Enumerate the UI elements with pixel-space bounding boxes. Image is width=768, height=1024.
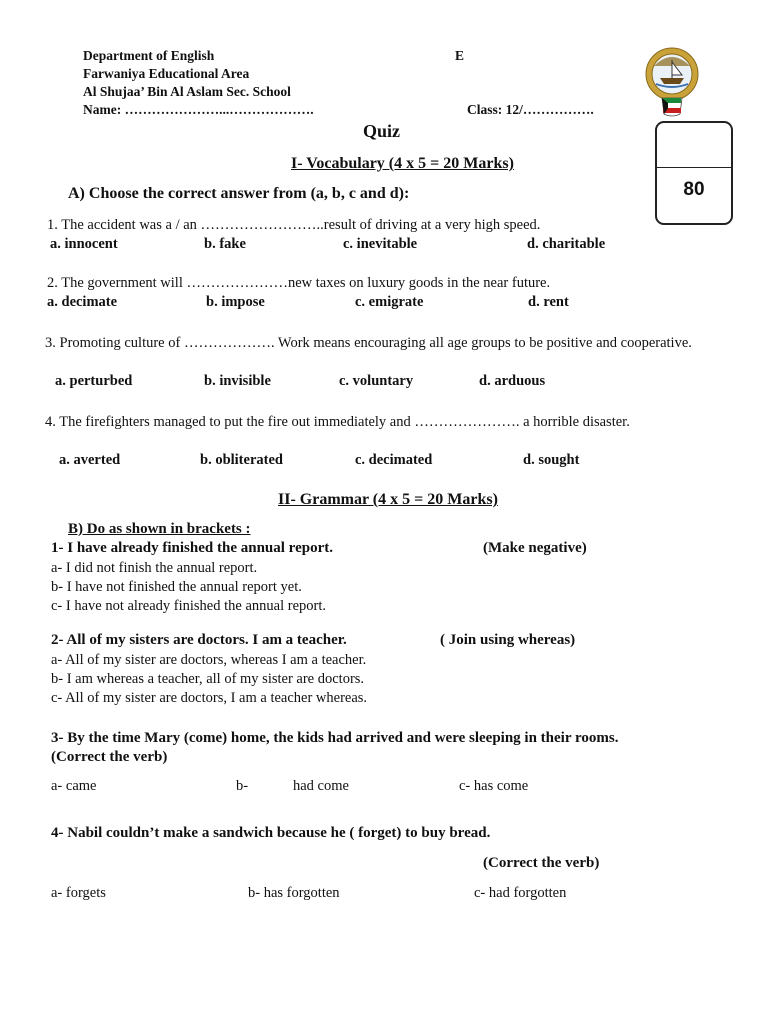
vocab-q3-option-d[interactable]: d. arduous (479, 373, 546, 389)
vocab-q4-option-b[interactable]: b. obliterated (200, 452, 283, 468)
grammar-q1-option-a[interactable]: a- I did not finish the annual report. (51, 560, 258, 576)
vocab-q2-option-c[interactable]: c. emigrate (355, 294, 424, 310)
grammar-q2-option-b[interactable]: b- I am whereas a teacher, all of my sister are doctors. (51, 671, 365, 687)
vocab-q4-option-a[interactable]: a. averted (59, 452, 121, 468)
grammar-question-4: 4- Nabil couldn’t make a sandwich because he ( forget) to buy bread. (51, 825, 491, 841)
department-name: Department of English (83, 48, 215, 63)
grammar-question-3: 3- By the time Mary (come) home, the kids had arrived and were sleeping in their rooms. (51, 730, 619, 746)
vocab-question-4: 4. The firefighters managed to put the fire out immediately and …………………. a horrible disaster. (45, 414, 630, 430)
grammar-q1-option-b[interactable]: b- I have not finished the annual report yet. (51, 579, 302, 595)
grammar-question-2: 2- All of my sisters are doctors. I am a teacher. (51, 632, 347, 648)
vocab-q3-option-b[interactable]: b. invisible (204, 373, 271, 389)
grammar-q2-option-a[interactable]: a- All of my sister are doctors, whereas I am a teacher. (51, 652, 367, 668)
section-vocabulary-heading: I- Vocabulary (4 x 5 = 20 Marks) (291, 155, 514, 172)
grammar-q3-option-c[interactable]: c- has come (459, 778, 529, 794)
grammar-q3-option-b[interactable]: had come (293, 778, 349, 794)
vocabulary-instruction: A) Choose the correct answer from (a, b, c and d): (68, 185, 410, 202)
vocab-q2-option-a[interactable]: a. decimate (47, 294, 118, 310)
student-name-field: Name: …………………...………………. (83, 102, 314, 117)
grammar-q3-option-a[interactable]: a- came (51, 778, 97, 794)
vocab-q1-option-d[interactable]: d. charitable (527, 236, 606, 252)
kuwait-emblem-icon (632, 42, 712, 118)
vocab-q3-option-a[interactable]: a. perturbed (55, 373, 133, 389)
vocab-q1-option-a[interactable]: a. innocent (50, 236, 118, 252)
grammar-q2-hint: ( Join using whereas) (440, 632, 576, 648)
vocab-q1-option-b[interactable]: b. fake (204, 236, 246, 252)
vocab-q4-option-c[interactable]: c. decimated (355, 452, 433, 468)
vocab-question-1: 1. The accident was a / an ……………………..result of driving at a very high speed. (47, 217, 541, 233)
grammar-q4-option-a[interactable]: a- forgets (51, 885, 106, 901)
vocab-question-3: 3. Promoting culture of ………………. Work means encouraging all age groups to be positive and cooperative. (45, 335, 692, 351)
school-name: Al Shujaa’ Bin Al Aslam Sec. School (83, 84, 291, 99)
grammar-q4-option-c[interactable]: c- had forgotten (474, 885, 567, 901)
grammar-q3-option-b-label[interactable]: b- (236, 778, 249, 794)
class-field: Class: 12/……………. (467, 102, 594, 117)
vocab-q1-option-c[interactable]: c. inevitable (343, 236, 418, 252)
vocab-q2-option-d[interactable]: d. rent (528, 294, 569, 310)
section-grammar-heading: II- Grammar (4 x 5 = 20 Marks) (278, 491, 498, 508)
score-divider (657, 167, 731, 168)
vocab-q3-option-c[interactable]: c. voluntary (339, 373, 414, 389)
exam-version: E (455, 48, 465, 63)
page-title: Quiz (363, 121, 401, 141)
vocab-question-2: 2. The government will …………………new taxes on luxury goods in the near future. (47, 275, 551, 291)
grammar-q4-hint: (Correct the verb) (483, 855, 600, 871)
grammar-q1-hint: (Make negative) (483, 540, 587, 556)
grammar-q2-option-c[interactable]: c- All of my sister are doctors, I am a teacher whereas. (51, 690, 368, 706)
grammar-question-1: 1- I have already finished the annual report. (51, 540, 333, 556)
score-total: 80 (683, 179, 705, 200)
educational-area: Farwaniya Educational Area (83, 66, 250, 81)
grammar-q3-hint: (Correct the verb) (51, 749, 168, 765)
grammar-q4-option-b[interactable]: b- has forgotten (248, 885, 340, 901)
vocab-q4-option-d[interactable]: d. sought (523, 452, 580, 468)
score-box (655, 121, 733, 225)
grammar-q1-option-c[interactable]: c- I have not already finished the annual report. (51, 598, 326, 614)
grammar-instruction: B) Do as shown in brackets : (68, 521, 251, 537)
vocab-q2-option-b[interactable]: b. impose (206, 294, 265, 310)
